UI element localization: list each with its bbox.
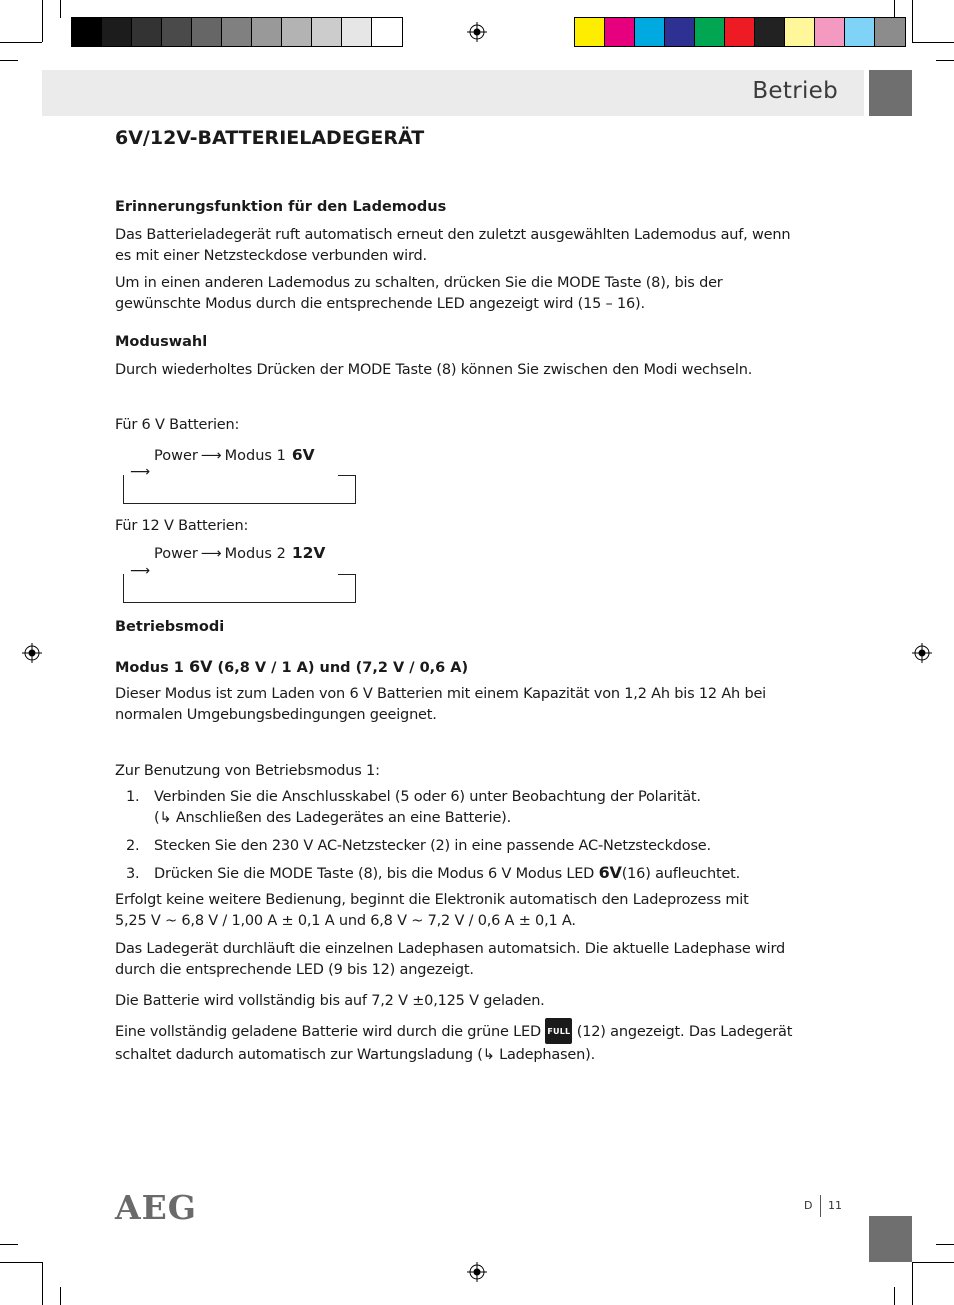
color-swatch	[665, 18, 695, 46]
color-swatch	[312, 18, 342, 46]
power-label: Power	[154, 448, 198, 464]
loop-cap	[338, 475, 356, 476]
text-line: Das Batterieladegerät ruft automatisch erneut den zuletzt ausgewählten Lademodus auf, wenn	[115, 227, 791, 243]
footer-tab-marker	[869, 1216, 912, 1262]
list-text: Drücken Sie die MODE Taste (8), bis die Modus 6 V Modus LED	[154, 866, 595, 882]
list-text: Verbinden Sie die Anschlusskabel (5 oder 6) unter Beobachtung der Polarität.	[154, 789, 701, 805]
mode-value: 12V	[291, 544, 326, 562]
crop-mark	[936, 60, 954, 61]
aeg-logo: AEG	[115, 1188, 197, 1227]
text-line	[115, 1019, 840, 1045]
crop-mark	[0, 1262, 42, 1263]
mode-select-text: Durch wiederholtes Drücken der MODE Taste (8) können Sie zwischen den Modi wechseln.	[115, 362, 753, 378]
mode-label: Modus 2	[224, 546, 286, 562]
twelve-volt-flow	[154, 544, 325, 562]
six-volt-flow	[154, 446, 315, 464]
six-volt-label: Für 6 V Batterien:	[115, 417, 240, 433]
led-label: 6V	[598, 863, 622, 882]
text-line: normalen Umgebungsbedingungen geeignet.	[115, 707, 437, 723]
color-swatch	[282, 18, 312, 46]
arrow-right-icon: ⟶	[130, 563, 151, 579]
color-swatch	[72, 18, 102, 46]
color-swatch	[252, 18, 282, 46]
color-swatch	[845, 18, 875, 46]
crop-mark	[912, 42, 954, 43]
color-swatch	[815, 18, 845, 46]
text-line: gewünschte Modus durch die entsprechende LED angezeigt wird (15 – 16).	[115, 296, 645, 312]
color-swatch	[192, 18, 222, 46]
color-swatch	[695, 18, 725, 46]
loop-bracket	[123, 475, 356, 504]
reminder-paragraph-1	[115, 225, 840, 267]
list-item	[126, 836, 836, 857]
list-item	[126, 787, 836, 808]
power-label: Power	[154, 546, 198, 562]
text-span: (12) angezeigt. Das Ladegerät	[576, 1024, 793, 1040]
page-number: 11	[828, 1199, 842, 1212]
header-tab-marker	[869, 70, 912, 116]
full-led-paragraph	[115, 1019, 840, 1066]
crop-mark	[0, 60, 18, 61]
section-title: Betrieb	[752, 78, 838, 104]
color-swatch	[342, 18, 372, 46]
text-line: Dieser Modus ist zum Laden von 6 V Batterien mit einem Kapazität von 1,2 Ah bis 12 Ah bei	[115, 686, 766, 702]
operating-modes-heading: Betriebsmodi	[115, 619, 225, 635]
crop-mark	[936, 1244, 954, 1245]
mode-label: Modus 1	[224, 448, 286, 464]
color-swatch	[755, 18, 785, 46]
text-line: Um in einen anderen Lademodus zu schalten, drücken Sie die MODE Taste (8), bis der	[115, 275, 723, 291]
list-number: 3.	[126, 866, 140, 882]
list-item	[126, 862, 836, 885]
full-charge-paragraph: Die Batterie wird vollständig bis auf 7,2 V ±0,125 V geladen.	[115, 993, 545, 1009]
crop-mark	[912, 1262, 954, 1263]
arrow-right-icon: ⟶	[200, 448, 222, 464]
color-swatch	[725, 18, 755, 46]
arrow-right-icon: ⟶	[130, 464, 151, 480]
footer-separator	[820, 1195, 821, 1217]
charging-process-paragraph	[115, 890, 840, 932]
text-line: schaltet dadurch automatisch zur Wartungsladung (↳ Ladephasen).	[115, 1047, 595, 1063]
registration-mark-icon	[912, 643, 932, 663]
crop-mark	[912, 1262, 913, 1305]
list-number: 2.	[126, 838, 140, 854]
crop-mark	[0, 1244, 18, 1245]
mode1-voltage: 6V	[188, 657, 213, 676]
page-title: 6V/12V-BATTERIELADEGERÄT	[115, 127, 425, 149]
mode1-heading	[115, 657, 468, 676]
crop-mark	[894, 1287, 895, 1305]
crop-mark	[42, 0, 43, 42]
language-code: D	[804, 1199, 813, 1212]
text-span: Eine vollständig geladene Batterie wird durch die grüne LED	[115, 1024, 541, 1040]
mode1-label: Modus 1	[115, 660, 184, 676]
registration-mark-icon	[467, 22, 487, 42]
mode1-spec: (6,8 V / 1 A) und (7,2 V / 0,6 A)	[217, 660, 469, 676]
loop-bracket	[123, 574, 356, 603]
list-text: Stecken Sie den 230 V AC-Netzstecker (2) in eine passende AC-Netzsteckdose.	[154, 838, 711, 854]
header-band	[42, 70, 864, 116]
loop-cap	[338, 574, 356, 575]
color-swatch	[575, 18, 605, 46]
crop-mark	[60, 0, 61, 18]
crop-mark	[894, 0, 895, 18]
color-swatch	[605, 18, 635, 46]
usage-intro: Zur Benutzung von Betriebsmodus 1:	[115, 763, 380, 779]
crop-mark	[0, 42, 42, 43]
mode-select-heading: Moduswahl	[115, 334, 208, 350]
text-line: Das Ladegerät durchläuft die einzelnen Ladephasen automatsich. Die aktuelle Ladephase wird	[115, 941, 785, 957]
registration-mark-icon	[467, 1262, 487, 1282]
reminder-heading: Erinnerungsfunktion für den Lademodus	[115, 199, 447, 215]
color-swatch	[635, 18, 665, 46]
color-swatch	[875, 18, 905, 46]
reminder-paragraph-2	[115, 273, 840, 315]
mode1-description	[115, 684, 840, 726]
color-swatch	[222, 18, 252, 46]
list-number: 1.	[126, 789, 140, 805]
mode-value: 6V	[291, 446, 315, 464]
color-swatch	[372, 18, 402, 46]
crop-mark	[60, 1287, 61, 1305]
text-line: durch die entsprechende LED (9 bis 12) angezeigt.	[115, 962, 474, 978]
crop-mark	[42, 1262, 43, 1305]
text-line: 5,25 V ~ 6,8 V / 1,00 A ± 0,1 A und 6,8 V ~ 7,2 V / 0,6 A ± 0,1 A.	[115, 913, 576, 929]
gray-color-bar	[71, 17, 403, 47]
color-swatch	[162, 18, 192, 46]
text-line: es mit einer Netzsteckdose verbunden wird.	[115, 248, 427, 264]
color-swatch	[132, 18, 162, 46]
list-text: (16) aufleuchtet.	[621, 866, 741, 882]
process-color-bar	[574, 17, 906, 47]
text-line: Erfolgt keine weitere Bedienung, beginnt die Elektronik automatisch den Ladeprozess mit	[115, 892, 749, 908]
twelve-volt-label: Für 12 V Batterien:	[115, 518, 249, 534]
crop-mark	[912, 0, 913, 42]
color-swatch	[785, 18, 815, 46]
arrow-right-icon: ⟶	[200, 546, 222, 562]
registration-mark-icon	[22, 643, 42, 663]
list-item-continuation: (↳ Anschließen des Ladegerätes an eine Batterie).	[154, 810, 512, 826]
charging-phases-paragraph	[115, 939, 840, 981]
full-battery-icon: FULL	[545, 1018, 572, 1044]
color-swatch	[102, 18, 132, 46]
